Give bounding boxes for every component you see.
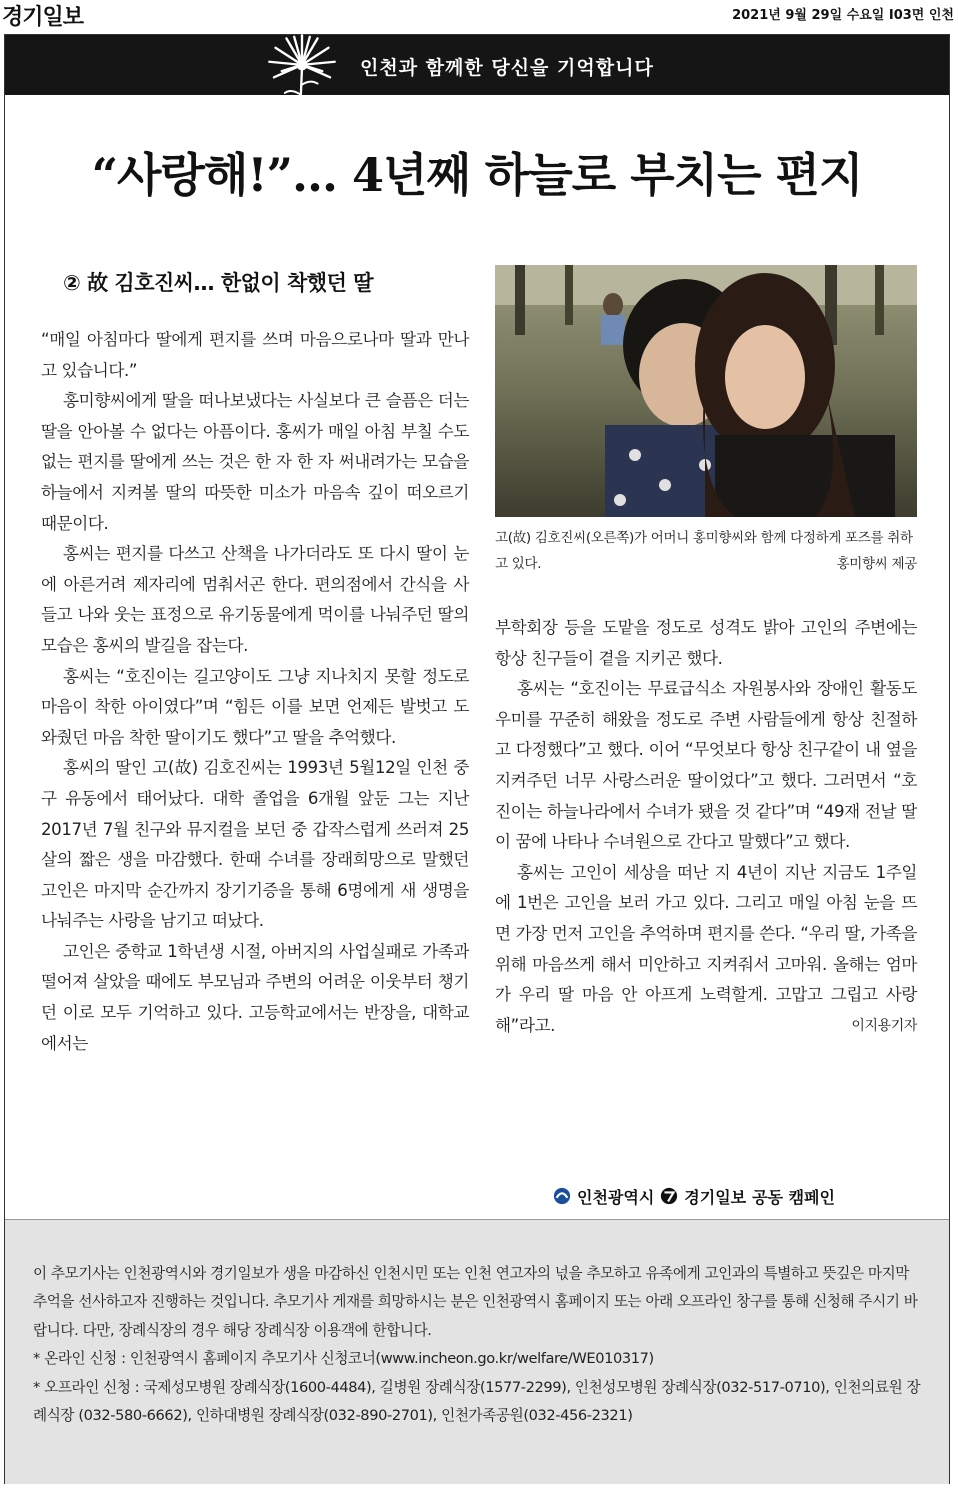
sponsor-kyeonggi: 경기일보	[684, 1187, 747, 1207]
campaign-banner	[5, 35, 949, 95]
caption-text: 고(故) 김호진씨(오른쪽)가 어머니 홍미향씨와 함께 다정하게 포즈를 취하고 있다.	[495, 530, 913, 572]
notice-box	[5, 1219, 949, 1484]
paragraph: 홍미향씨에게 딸을 떠나보냈다는 사실보다 큰 슬픔은 더는 딸을 안아볼 수 없다는 아픔이다. 홍씨가 매일 아침 부칠 수도 없는 편지를 딸에게 쓰는 것은 한 자 한 자 써내려가는 모습을 하늘에서 지켜볼 딸의 따뜻한 미소가 마음속 깊이 떠오르기 때문이다.	[41, 391, 469, 533]
paragraph: 홍씨의 딸인 고(故) 김호진씨는 1993년 5월12일 인천 중구 유동에서 태어났다. 대학 졸업을 6개월 앞둔 그는 지난 2017년 7월 친구와 뮤지컬을 보던 중 갑작스럽게 쓰러져 25살의 짧은 생을 마감했다. 한때 수녀를 장래희망으로 말했던 고인은 마지막 순간까지 장기기증을 통해 6명에게 새 생명을 나눠주는 사랑을 남기고 떠났다.	[41, 758, 469, 931]
paragraph: “매일 아침마다 딸에게 편지를 쓰며 마음으로나마 딸과 만나고 있습니다.”	[41, 330, 469, 380]
article-body-left	[41, 325, 469, 1059]
photo-illustration	[495, 265, 917, 517]
paragraph-last	[495, 858, 917, 1042]
paragraph: 고인은 중학교 1학년생 시절, 아버지의 사업실패로 가족과 떨어져 살았을 때에도 부모님과 주변의 어려운 이웃부터 챙기던 이로 모두 기억하고 있다. 고등학교에서는 반장을, 대학교에서는	[41, 941, 469, 1053]
notice-intro: 이 추모기사는 인천광역시와 경기일보가 생을 마감하신 인천시민 또는 인천 연고자의 넋을 추모하고 유족에게 고인과의 특별하고 뜻깊은 마지막 추억을 선사하고자 진행하는 것입니다. 추모기사 게재를 희망하시는 분은 인천광역시 홈페이지 또는 아래 오프라인 창구를 통해 신청해 주시기 바랍니다. 다만, 장례식장의 경우 해당 장례식장 이용객에 한합니다.	[33, 1265, 918, 1339]
notice-online: * 온라인 신청 : 인천광역시 홈페이지 추모기사 신청코너(www.incheon.go.kr/welfare/WE010317)	[33, 1350, 654, 1368]
headline: “사랑해!”… 4년째 하늘로 부치는 편지	[91, 148, 863, 202]
paragraph: 홍씨는 편지를 다쓰고 산책을 나가더라도 또 다시 딸이 눈에 아른거려 제자리에 멈춰서곤 한다. 편의점에서 간식을 사들고 나와 웃는 표정으로 유기동물에게 먹이를 나눠주던 딸의 모습은 홍씨의 발길을 잡는다.	[41, 544, 469, 655]
notice-offline: * 오프라인 신청 : 국제성모병원 장례식장(1600-4484), 길병원 장례식장(1577-2299), 인천성모병원 장례식장(032-517-0710), 인천의료원 장례식장 (032-580-6662), 인하대병원 장례식장(032-890-2701), 인천가족공원(032-456-2321)	[33, 1378, 921, 1425]
paragraph-text: 홍씨는 고인이 세상을 떠난 지 4년이 지난 지금도 1주일에 1번은 고인을 보러 가고 있다. 그리고 매일 아침 눈을 뜨면 가장 먼저 고인을 추억하며 편지를 쓴다. “우리 딸, 가족을 위해 마음쓰게 해서 미안하고 지켜줘서 고마워. 올해는 엄마가 우리 딸 마음 안 아프게 노력할게. 고맙고 그립고 사랑해”라고.	[495, 862, 917, 1035]
masthead	[0, 0, 958, 34]
subhead: ② 故 김호진씨… 한없이 착했던 딸	[63, 271, 373, 295]
photo-caption	[495, 525, 917, 577]
article-body-right	[495, 613, 917, 1041]
byline: 이지용기자	[851, 1017, 917, 1034]
notice-body	[33, 1260, 921, 1430]
paragraph: 홍씨는 “호진이는 무료급식소 자원봉사와 장애인 활동도우미를 꾸준히 해왔을 정도로 주변 사람들에게 항상 친절하고 다정했다”고 했다. 이어 “무엇보다 항상 친구같이 내 옆을 지켜주던 너무 사랑스러운 딸이었다”고 했다. 그러면서 “호진이는 하늘나라에서 수녀가 됐을 것 같다”며 “49재 전날 딸이 꿈에 나타나 수녀원으로 간다고 말했다”고 했다.	[495, 679, 917, 852]
dateline: 2021년 9월 29일 수요일 I03면 인천	[732, 8, 954, 23]
campaign-label: 공동 캠페인	[752, 1187, 835, 1207]
paper-name: 경기일보	[2, 5, 84, 30]
article-photo	[495, 265, 917, 517]
banner-text: 인천과 함께한 당신을 기억합니다	[360, 57, 654, 79]
sponsor-incheon: 인천광역시	[577, 1187, 655, 1207]
kyeonggi-logo-icon	[660, 1187, 678, 1205]
sponsor-logos	[553, 1183, 873, 1209]
paragraph: 부학회장 등을 도맡을 정도로 성격도 밝아 고인의 주변에는 항상 친구들이 곁을 지키곤 했다.	[495, 618, 917, 668]
photo-credit: 홍미향씨 제공	[836, 556, 917, 572]
article-frame	[4, 34, 950, 1484]
chrysanthemum-icon	[263, 29, 341, 107]
incheon-logo-icon	[553, 1187, 571, 1205]
paragraph: 홍씨는 “호진이는 길고양이도 그냥 지나치지 못할 정도로 마음이 착한 아이였다”며 “힘든 이를 보면 언제든 발벗고 도와줬던 마음 착한 딸이기도 했다”고 딸을 추억했다.	[41, 666, 469, 747]
